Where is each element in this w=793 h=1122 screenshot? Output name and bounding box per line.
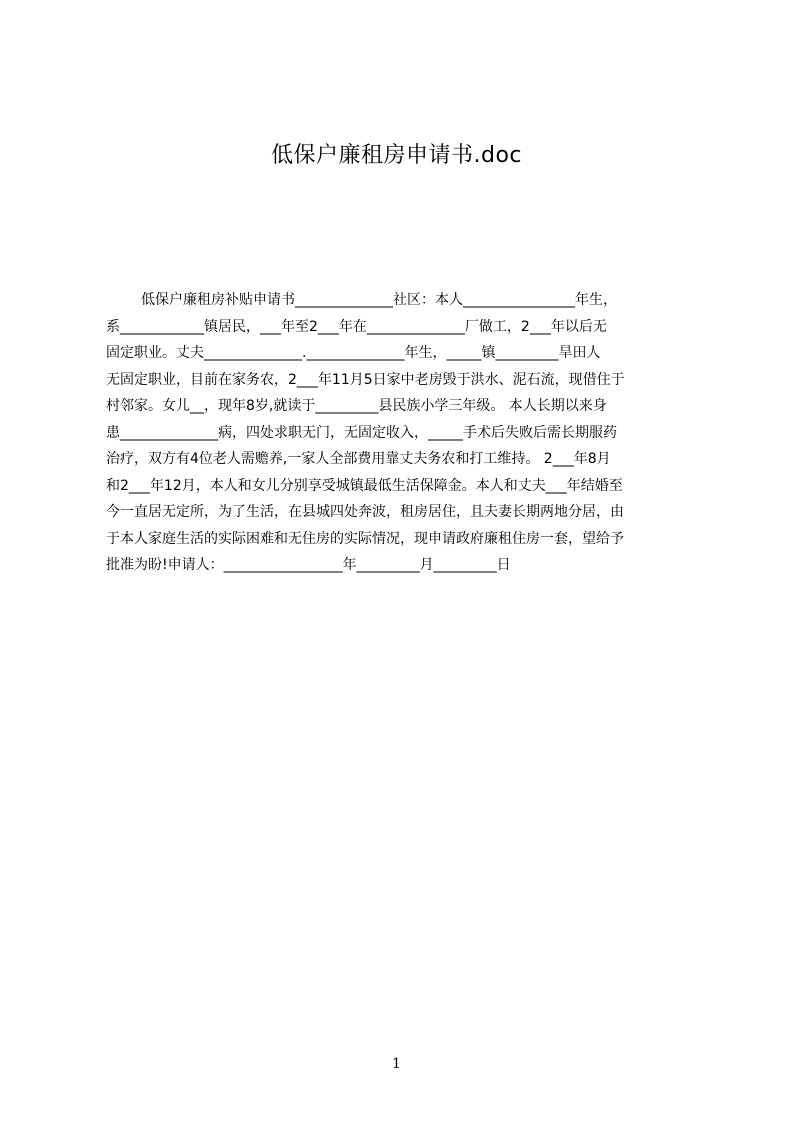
page-number: 1 [392, 1056, 401, 1072]
body-line: 批准为盼!申请人：_________________年_________月_________日 [106, 557, 511, 573]
body-line: 患______________病，四处求职无门，无固定收入，_____手术后失败后需长期服药 [106, 424, 617, 441]
body-line: 低保户廉租房补贴申请书______________社区：本人________________年生， [141, 292, 617, 308]
body-line: 固定职业。丈夫______________.______________年生，_____镇_________旱田人 [106, 345, 601, 361]
document-body [106, 287, 696, 579]
body-line: 今一直居无定所，为了生活，在县城四处奔波，租房居住，且夫妻长期两地分居，由 [106, 504, 624, 520]
body-line: 治疗，双方有4位老人需赡养,一家人全部费用靠丈夫务农和打工维持。 2___年8月 [106, 451, 611, 467]
document-title: 低保户廉租房申请书.doc [270, 143, 522, 168]
body-line: 系____________镇居民，___年至2___年在______________厂做工，2___年以后无 [106, 318, 607, 335]
body-line: 于本人家庭生活的实际困难和无住房的实际情况，现申请政府廉租住房一套，望给予 [106, 530, 624, 547]
body-line: 无固定职业，目前在家务农，2___年11月5日家中老房毁于洪水、泥石流，现借住于 [106, 371, 625, 388]
body-line: 村邻家。女儿__，现年8岁,就读于_________县民族小学三年级。 本人长期以来身 [106, 398, 607, 414]
body-line: 和2___年12月，本人和女儿分别享受城镇最低生活保障金。本人和丈夫___年结婚至 [106, 477, 623, 494]
